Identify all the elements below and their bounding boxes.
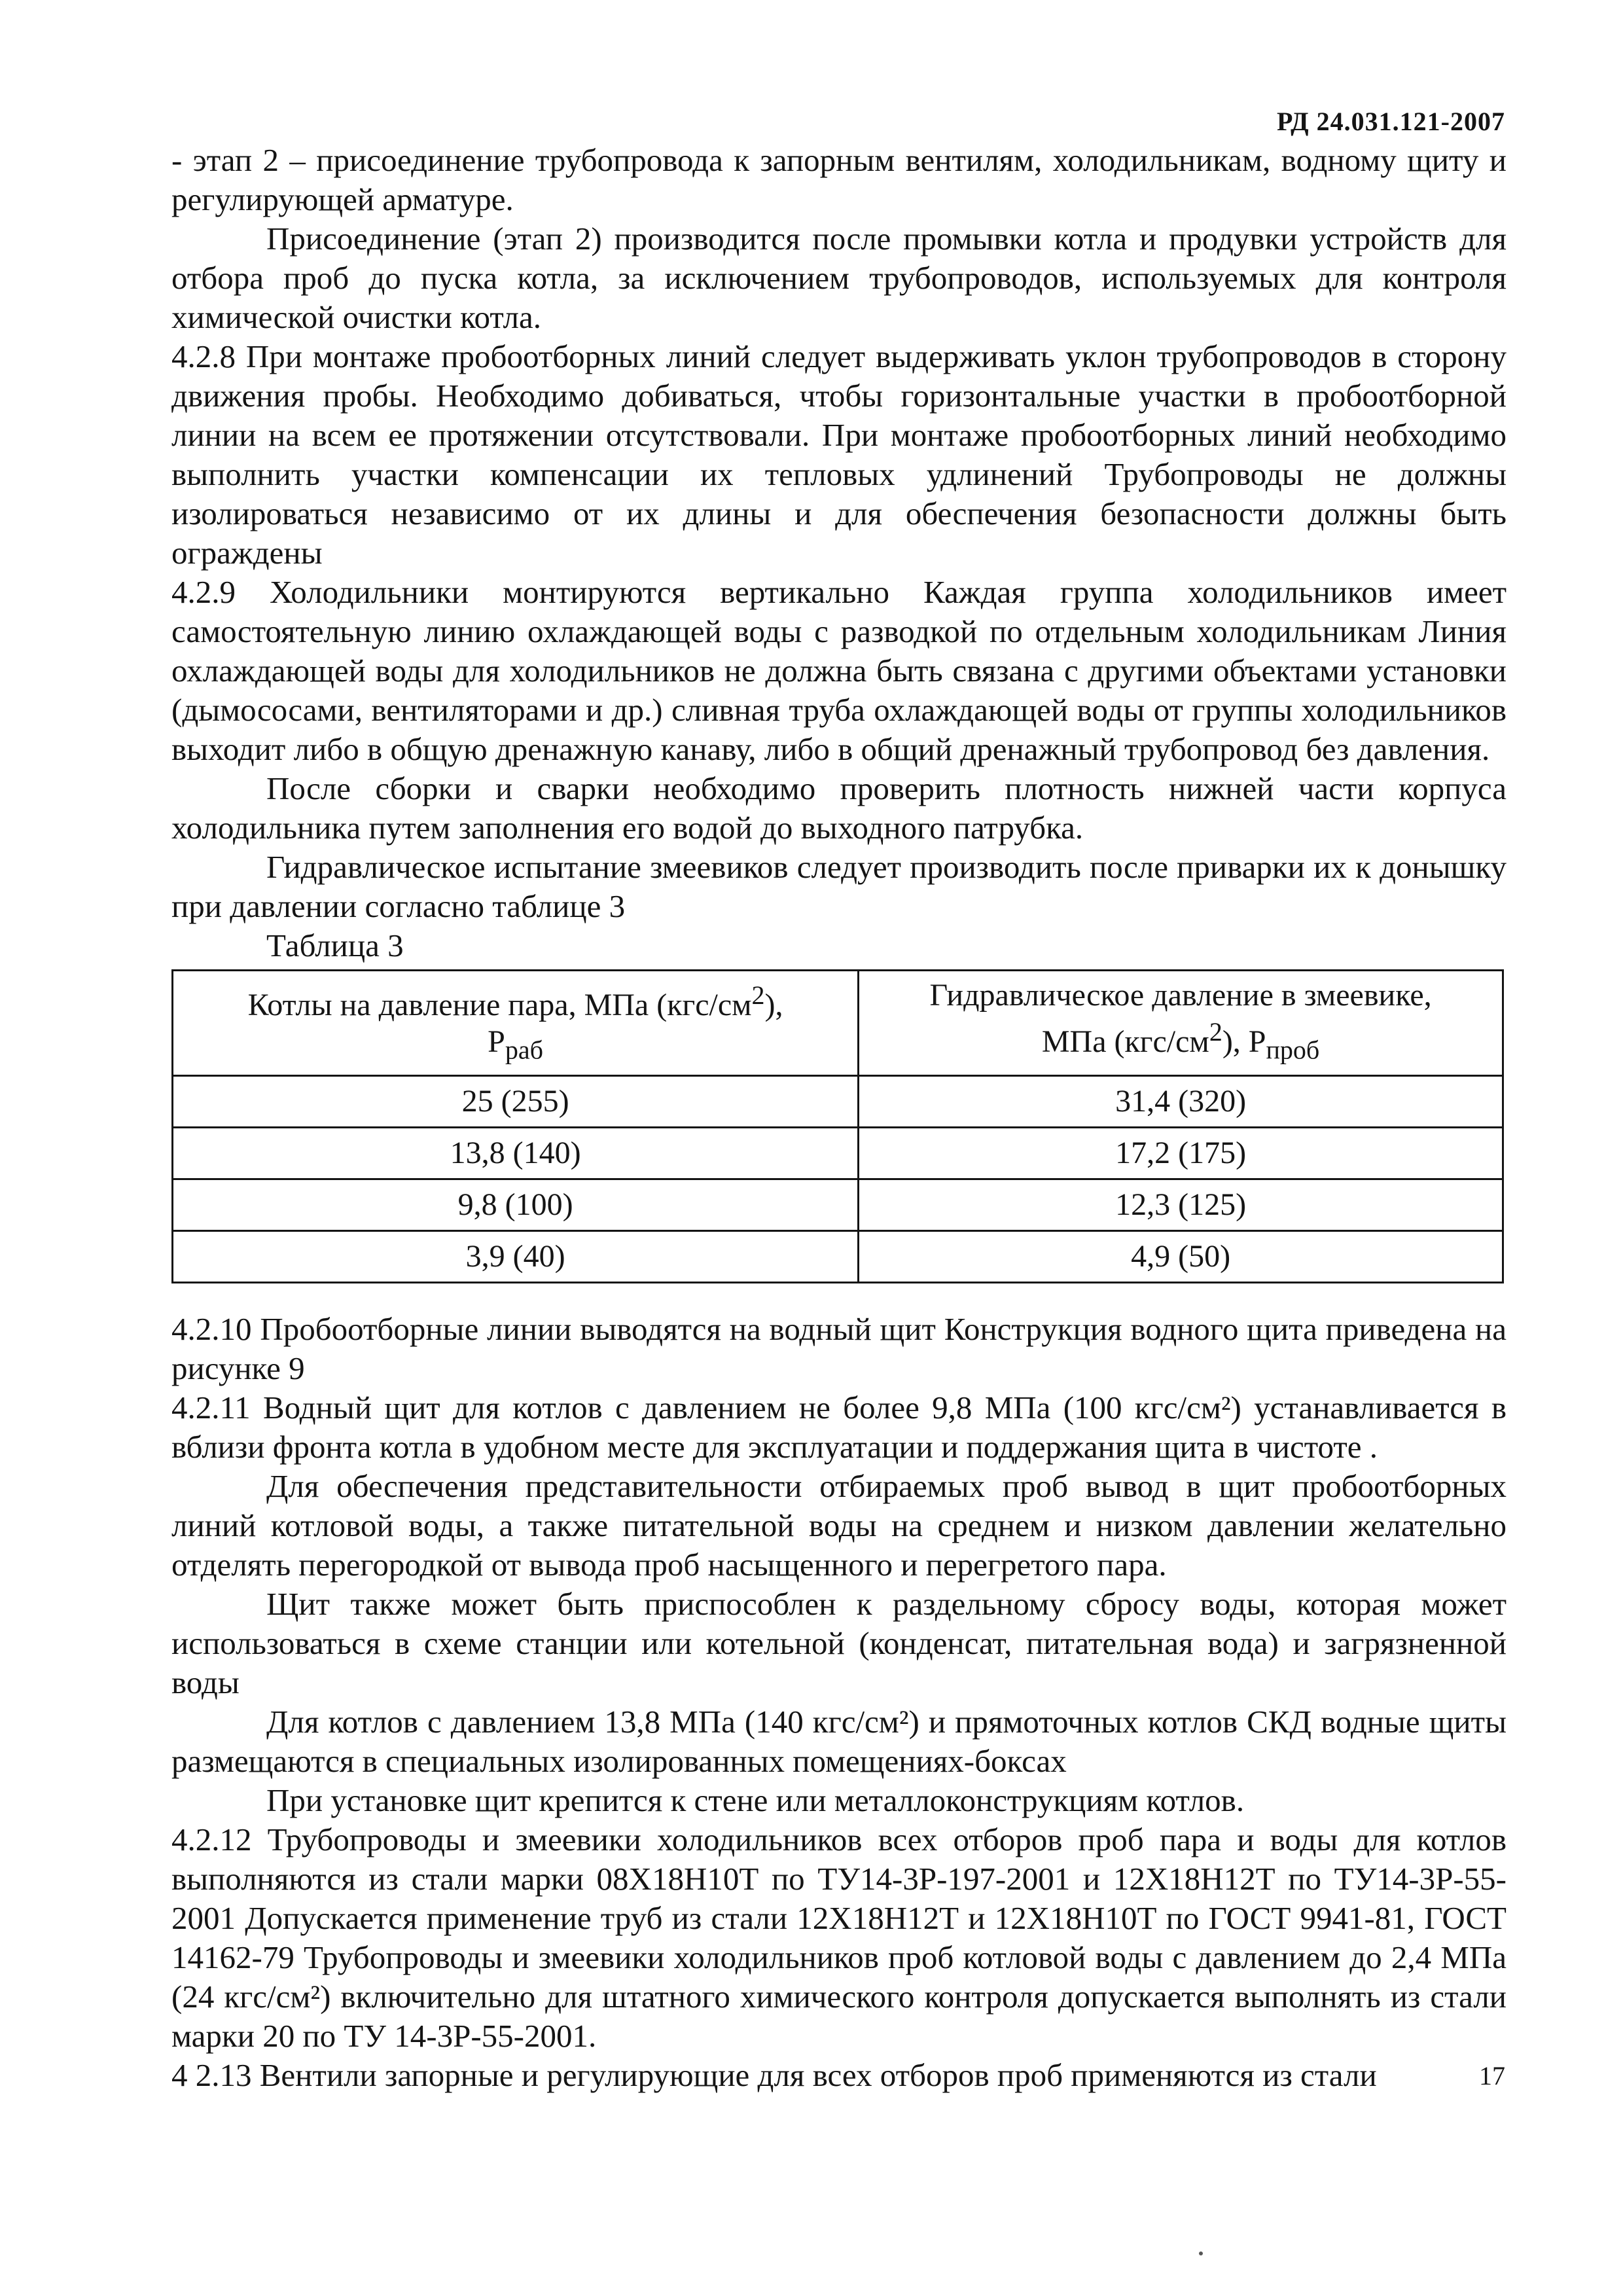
table-cell: 4,9 (50) xyxy=(859,1231,1503,1283)
paragraph: Присоединение (этап 2) производится после промывки котла и продувки устройств для отбора проб до пуска котла, за исключением трубопроводов, используемых для контроля химической очистки котла. xyxy=(171,221,1507,335)
table-caption: Таблица 3 xyxy=(266,927,404,963)
table-header-row xyxy=(173,971,1503,1076)
paragraph: 4.2.11 Водный щит для котлов с давлением не более 9,8 МПа (100 кгс/см²) устанавливается в вблизи фронта котла в удобном месте для эксплуатации и поддержания щита в чистоте . xyxy=(171,1390,1507,1465)
table-row xyxy=(173,1179,1503,1231)
paragraph: При установке щит крепится к стене или металлоконструкциям котлов. xyxy=(266,1782,1245,1818)
paragraph: 4 2.13 Вентили запорные и регулирующие для всех отборов проб применяются из стали xyxy=(171,2057,1377,2093)
paragraph: - этап 2 – присоединение трубопровода к запорным вентилям, холодильникам, водному щиту и регулирующей арматуре. xyxy=(171,142,1507,217)
paragraph: 4.2.9 Холодильники монтируются вертикально Каждая группа холодильников имеет самостоятельную линию охлаждающей воды с разводкой по отдельным холодильникам Линия охлаждающей воды для холодильников не должна быть связана с другими объектами установки (дымососами, вентиляторами и др.) сливная труба охлаждающей воды от группы холодильников выходит либо в общую дренажную канаву, либо в общий дренажный трубопровод без давления. xyxy=(171,574,1507,767)
paragraph: Щит также может быть приспособлен к раздельному сбросу воды, которая может использоваться в схеме станции или котельной (конденсат, питательная вода) и загрязненной воды xyxy=(171,1586,1507,1700)
pressure-table xyxy=(171,969,1504,1283)
page-number: 17 xyxy=(1479,2061,1505,2090)
table-row xyxy=(173,1076,1503,1128)
table-cell: 13,8 (140) xyxy=(173,1128,859,1179)
header-hydraulic-pressure: Гидравлическое давление в змеевике, МПа $(кгс/см^2)$, $Р_{проб}$ xyxy=(859,971,1503,1076)
header-boiler-pressure: Котлы на давление пара, МПа $(кгс/см^2)$, $Р_{раб}$ xyxy=(173,971,859,1076)
table-cell: 3,9 (40) xyxy=(173,1231,859,1283)
document-body xyxy=(171,141,1507,2095)
paragraph: 4.2.12 Трубопроводы и змеевики холодильников всех отборов проб пара и воды для котлов выполняются из стали марки 08Х18Н10Т по ТУ14-3Р-197-2001 и 12Х18Н12Т по ТУ14-3Р-55-2001 Допускается применение труб из стали 12Х18Н12Т и 12Х18Н10Т по ГОСТ 9941-81, ГОСТ 14162-79 Трубопроводы и змеевики холодильников проб котловой воды с давлением до 2,4 МПа (24 кгс/см²) включительно для штатного химического контроля допускается выполнять из стали марки 20 по ТУ 14-3Р-55-2001. xyxy=(171,1821,1507,2054)
table-cell: 17,2 (175) xyxy=(859,1128,1503,1179)
paragraph: 4.2.10 Пробоотборные линии выводятся на водный щит Конструкция водного щита приведена на рисунке 9 xyxy=(171,1311,1507,1386)
table-cell: 31,4 (320) xyxy=(859,1076,1503,1128)
table-cell: 9,8 (100) xyxy=(173,1179,859,1231)
table-cell: 25 (255) xyxy=(173,1076,859,1128)
table-row xyxy=(173,1128,1503,1179)
paragraph: Для котлов с давлением 13,8 МПа (140 кгс/см²) и прямоточных котлов СКД водные щиты размещаются в специальных изолированных помещениях-боксах xyxy=(171,1704,1507,1779)
paragraph: 4.2.8 При монтаже пробоотборных линий следует выдерживать уклон трубопроводов в сторону движения пробы. Необходимо добиваться, чтобы горизонтальные участки в пробоотборной линии на всем ее протяжении отсутствовали. При монтаже пробоотборных линий необходимо выполнить участки компенсации их тепловых удлинений Трубопроводы не должны изолироваться независимо от их длины и для обеспечения безопасности должны быть ограждены xyxy=(171,338,1507,571)
table-cell: 12,3 (125) xyxy=(859,1179,1503,1231)
document-code: РД 24.031.121-2007 xyxy=(1277,107,1505,136)
paragraph: Для обеспечения представительности отбираемых проб вывод в щит пробоотборных линий котловой воды, а также питательной воды на среднем и низком давлении желательно отделять перегородкой от вывода проб насыщенного и перегретого пара. xyxy=(171,1468,1507,1583)
paragraph: После сборки и сварки необходимо проверить плотность нижней части корпуса холодильника путем заполнения его водой до выходного патрубка. xyxy=(171,770,1507,846)
paragraph: Гидравлическое испытание змеевиков следует производить после приварки их к донышку при давлении согласно таблице 3 xyxy=(171,849,1507,924)
table-row xyxy=(173,1231,1503,1283)
scan-speck xyxy=(1199,2251,1203,2255)
